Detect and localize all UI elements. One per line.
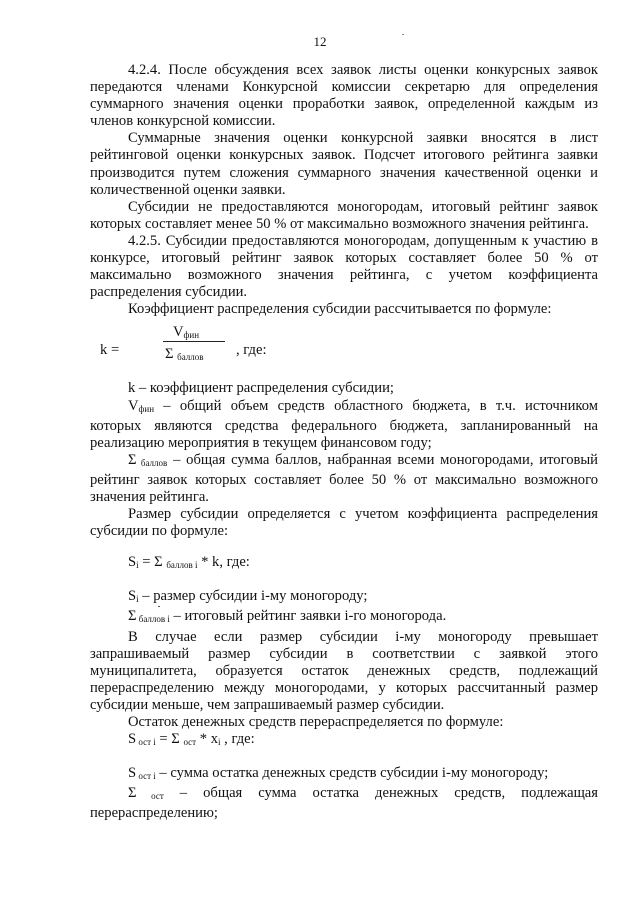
paragraph-sum-values: Суммарные значения оценки конкурсной заявки вносятся в лист рейтинговой оценки конкурсных заявок. Подсчет итогового рейтинга заявки производится путем сложения суммарного значения качественной оценки и количественной оценки заявки. xyxy=(90,130,598,198)
formula-lhs: k = xyxy=(100,342,120,359)
definition-si: $S_i$ – размер субсидии i-му моногороду; xyxy=(128,588,368,605)
paragraph-excess-case: В случае если размер субсидии i-му моногороду превышает запрашиваемый размер субсидии в соответствии с заявкой этого муниципалитета, образуется остаток денежных средств, подлежащий перераспределению между моногородами, у которых рассчитанный размер субсидии меньше, чем запрашиваемый размер субсидии. xyxy=(90,628,598,713)
definition-sum-remainder: Σ $_{ост}$ – общая сумма остатка денежных средств, подлежащая перераспределению; xyxy=(90,785,599,822)
formula-denominator: Σ $_{баллов}$ xyxy=(165,346,204,363)
definition-s-remainder: S $_{ост i}$ – сумма остатка денежных средств субсидии i-му моногороду; xyxy=(128,765,549,782)
formula-subsidy-size: $S_i = \Sigma$ $_{баллов i}$ * k, где: xyxy=(128,554,250,571)
fraction-bar xyxy=(163,341,225,342)
scan-dot xyxy=(158,606,160,607)
definition-sum-points: Σ $_{баллов}$ – общая сумма баллов, набранная всеми моногородами, итоговый рейтинг заявок которых составляет более 50 % от максимально возможного значения рейтинга. xyxy=(90,451,598,505)
paragraph-size-intro: Размер субсидии определяется с учетом коэффициента распределения субсидии по формуле: xyxy=(90,506,598,540)
paragraph-4-2-5: 4.2.5. Субсидии предоставляются моногородам, допущенным к участию в конкурсе, итоговый рейтинг заявок которых составляет более 50 % от максимально возможного значения рейтинга, с учетом коэффициента распределения субсидии. xyxy=(90,232,598,301)
paragraph-4-2-4: 4.2.4. После обсуждения всех заявок листы оценки конкурсных заявок передаются членами Конкурсной комиссии секретарю для определения суммарного значения оценки проработки заявок, определенной каждым из членов конкурсной комиссии. xyxy=(90,62,598,130)
document-body xyxy=(90,62,598,822)
definition-sum-points-i: Σ $_{баллов i}$ – итоговый рейтинг заявки i-го моногорода. xyxy=(128,608,447,625)
definition-k: k – коэффициент распределения субсидии; xyxy=(128,380,394,397)
paragraph-coefficient-intro: Коэффициент распределения субсидии рассчитывается по формуле: xyxy=(128,301,552,318)
formula-numerator: $V_{фин}$ xyxy=(173,324,200,341)
definition-v-fin: $V_{фин}$ – общий объем средств областного бюджета, в т.ч. источником которых являются средства федерального бюджета, запланированный на реализацию мероприятия в текущем финансовом году; xyxy=(90,397,598,451)
scan-speck xyxy=(402,34,404,35)
page-number: 12 xyxy=(313,34,327,49)
paragraph-no-subsidy: Субсидии не предоставляются моногородам, итоговый рейтинг заявок которых составляет менее 50 % от максимально возможного значения рейтинга. xyxy=(90,198,598,232)
formula-coefficient xyxy=(90,324,598,372)
paragraph-remainder-intro: Остаток денежных средств перераспределяется по формуле: xyxy=(128,714,504,730)
formula-tail: , где: xyxy=(236,342,267,359)
formula-remainder: S $_{ост i}$ = Σ $_{ост} * x_i$ , где: xyxy=(128,731,255,748)
